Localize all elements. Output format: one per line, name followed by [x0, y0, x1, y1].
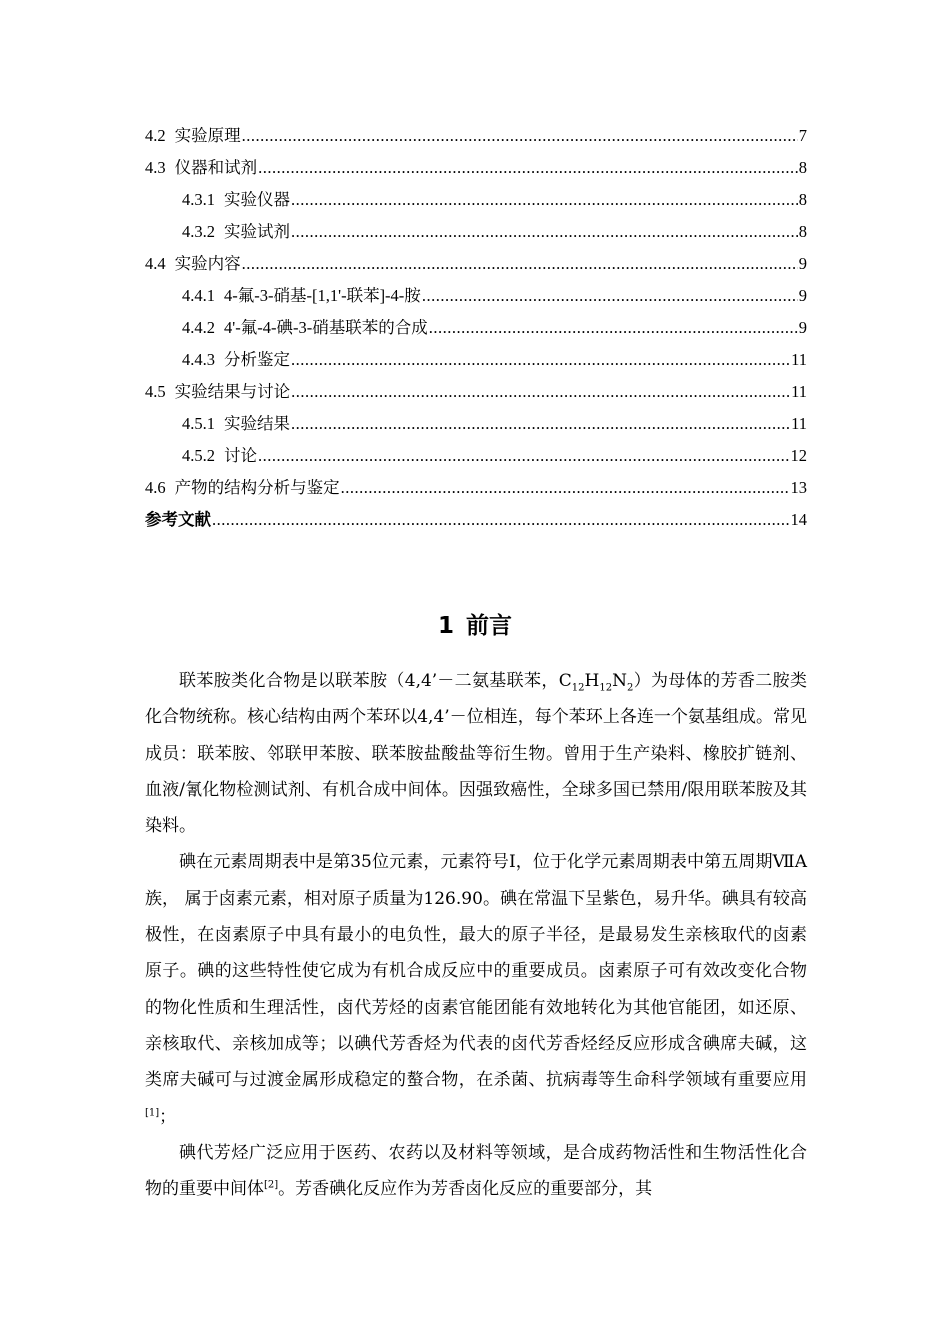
section-heading	[0, 606, 950, 646]
toc-entry-label	[182, 280, 421, 312]
toc-entry[interactable]	[145, 184, 807, 216]
body-text	[145, 663, 807, 1207]
toc-entry-label	[182, 216, 290, 248]
toc-entry-title: 实验结果与讨论	[174, 382, 291, 401]
toc-entry[interactable]	[145, 312, 807, 344]
toc-entry-references[interactable]	[145, 504, 807, 536]
toc-entry-number: 4.2	[145, 126, 166, 145]
toc-entry-label	[182, 344, 290, 376]
toc-entry-label	[182, 312, 428, 344]
toc-leader-dots	[258, 152, 798, 184]
toc-entry[interactable]	[145, 216, 807, 248]
toc-entry-page: 12	[790, 446, 807, 465]
toc-entry-page: 14	[790, 510, 807, 529]
toc-leader-dots	[291, 184, 798, 216]
toc-entry[interactable]	[145, 408, 807, 440]
toc-entry-page: 11	[791, 350, 807, 369]
table-of-contents	[145, 120, 807, 536]
text-run: ）为母体的芳香二胺类化合物统称。核心结构由两个苯环以4,4’－位相连，每个苯环上各连一个氨基组成。常见成员：联苯胺、邻联甲苯胺、联苯胺盐酸盐等衍生物。曾用于生产染料、橡胶扩链剂、血液/氰化物检测试剂、有机合成中间体。因强致癌性，全球多国已禁用/限用联苯胺及其染料。	[145, 671, 807, 837]
toc-leader-dots	[291, 344, 790, 376]
toc-entry-number: 4.4.3	[182, 350, 215, 369]
toc-entry-title: 讨论	[224, 446, 257, 465]
toc-entry-page: 9	[798, 254, 807, 273]
toc-entry-page: 11	[791, 414, 807, 433]
toc-entry-number: 4.5.1	[182, 414, 215, 433]
text-run: 碘在元素周期表中是第35位元素，元素符号I，位于化学元素周期表中第五周期ⅦA族， 属于卤素元素，相对原子质量为126.90。碘在常温下呈紫色，易升华。碘具有较高极性，在卤素原子中具有最小的电负性，最大的原子半径，是最易发生亲核取代的卤素原子。碘的这些特性使它成为有机合成反应中的重要成员。卤素原子可有效改变化合物的物化性质和生理活性，卤代芳烃的卤素官能团能有效地转化为其他官能团，如还原、亲核取代、亲核加成等；以碘代芳香烃为代表的卤代芳香烃经反应形成含碘席夫碱，这类席夫碱可与过渡金属形成稳定的螯合物，在杀菌、抗病毒等生命科学领域有重要应用	[145, 852, 807, 1091]
citation-reference[interactable]: [2]	[264, 1179, 279, 1191]
toc-leader-dots	[242, 120, 798, 152]
toc-entry-label	[145, 376, 290, 408]
toc-entry-title: 参考文献	[145, 510, 211, 529]
paragraph	[145, 844, 807, 1134]
toc-entry-number: 4.5.2	[182, 446, 215, 465]
toc-entry-page: 9	[798, 286, 807, 305]
toc-entry-number: 4.3	[145, 158, 166, 177]
toc-entry[interactable]	[145, 472, 807, 504]
toc-entry-label	[145, 120, 241, 152]
toc-entry[interactable]	[145, 344, 807, 376]
toc-entry-title: 实验结果	[224, 414, 290, 433]
toc-entry-page: 11	[791, 382, 807, 401]
toc-entry-page: 9	[798, 318, 807, 337]
toc-entry-label	[145, 248, 241, 280]
toc-entry-title: 实验内容	[174, 254, 241, 273]
text-run: ；	[159, 1106, 177, 1127]
toc-leader-dots	[291, 216, 798, 248]
subscript: 12	[599, 682, 613, 694]
toc-entry-number: 4.4.2	[182, 318, 215, 337]
toc-entry-number: 4.3.2	[182, 222, 215, 241]
toc-entry-number: 4.4.1	[182, 286, 215, 305]
toc-entry-page: 8	[798, 158, 807, 177]
toc-entry-number: 4.3.1	[182, 190, 215, 209]
toc-entry-title: 实验试剂	[224, 222, 290, 241]
toc-entry-label	[182, 408, 290, 440]
toc-entry-label	[182, 184, 290, 216]
toc-entry-title: 实验原理	[174, 126, 241, 145]
toc-entry-title: 4'-氟-4-碘-3-硝基联苯的合成	[224, 318, 428, 337]
toc-entry-title: 分析鉴定	[224, 350, 290, 369]
subscript: 2	[626, 682, 634, 694]
toc-leader-dots	[242, 248, 798, 280]
toc-leader-dots	[291, 376, 790, 408]
paragraph	[145, 663, 807, 844]
toc-entry-title: 4-氟-3-硝基-[1,1'-联苯]-4-胺	[224, 286, 421, 305]
text-run: 碘代芳烃广泛应用于医药、农药以及材料等领域，是合成药物活性和生物活性化合物的重要中间体	[145, 1142, 807, 1200]
citation-reference[interactable]: [1]	[145, 1106, 160, 1118]
toc-entry[interactable]	[145, 376, 807, 408]
toc-entry-title: 仪器和试剂	[174, 158, 258, 177]
toc-entry-title: 实验仪器	[224, 190, 290, 209]
text-run: N	[612, 671, 627, 691]
toc-entry-label	[182, 440, 257, 472]
section-heading-number: 1	[437, 613, 454, 639]
toc-entry-page: 7	[798, 126, 807, 145]
toc-entry-page: 13	[790, 478, 807, 497]
toc-entry[interactable]	[145, 120, 807, 152]
toc-leader-dots	[341, 472, 790, 504]
toc-leader-dots	[212, 504, 790, 536]
text-run: 联苯胺类化合物是以联苯胺（4,4’－二氨基联苯，C	[179, 671, 572, 691]
toc-entry-page: 8	[798, 222, 807, 241]
toc-entry-title: 产物的结构分析与鉴定	[174, 478, 340, 497]
toc-entry-label	[145, 472, 340, 504]
toc-entry[interactable]	[145, 280, 807, 312]
toc-entry-number: 4.4	[145, 254, 166, 273]
toc-leader-dots	[258, 440, 790, 472]
toc-entry[interactable]	[145, 440, 807, 472]
subscript: 12	[571, 682, 585, 694]
section-heading-title: 前言	[466, 613, 512, 639]
text-run: H	[584, 671, 600, 691]
toc-entry-label	[145, 152, 257, 184]
toc-entry-number: 4.6	[145, 478, 166, 497]
paragraph	[145, 1135, 807, 1208]
toc-leader-dots	[429, 312, 798, 344]
toc-leader-dots	[291, 408, 790, 440]
toc-entry-page: 8	[798, 190, 807, 209]
toc-entry[interactable]	[145, 248, 807, 280]
toc-entry[interactable]	[145, 152, 807, 184]
toc-entry-number: 4.5	[145, 382, 166, 401]
toc-leader-dots	[422, 280, 798, 312]
text-run: 。芳香碘化反应作为芳香卤化反应的重要部分，其	[278, 1179, 653, 1200]
